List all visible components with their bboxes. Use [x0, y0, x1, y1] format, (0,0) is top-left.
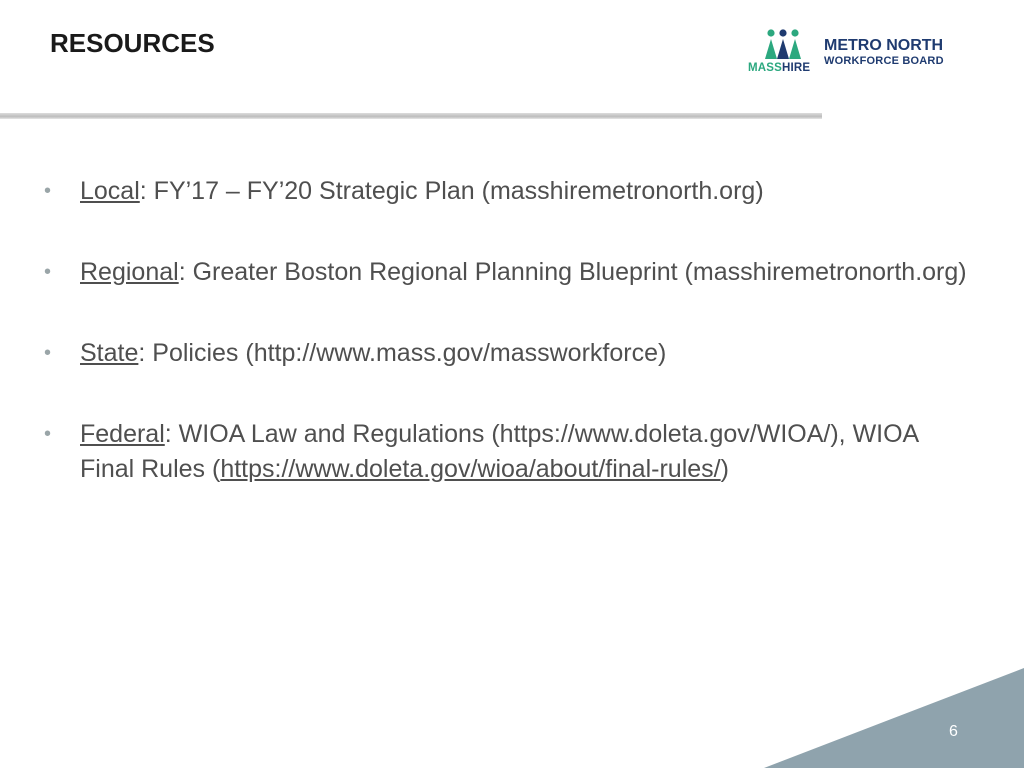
title-divider	[0, 113, 822, 119]
page-number: 6	[949, 723, 958, 740]
org-name-line1: METRO NORTH	[824, 37, 944, 54]
masshire-logo	[748, 28, 968, 78]
list-item-local	[44, 174, 974, 209]
masshire-wordmark	[748, 62, 810, 74]
federal-text: WIOA Law and Regulations (https://www.doleta.gov/WIOA/), WIOA Final Rules (	[80, 420, 918, 483]
federal-tail: )	[720, 455, 729, 483]
org-name-line2: WORKFORCE BOARD	[824, 55, 944, 67]
slide-title: RESOURCES	[50, 28, 215, 58]
brand-suffix: HIRE	[782, 62, 811, 74]
list-item-regional	[44, 255, 974, 290]
local-label[interactable]: Local	[80, 177, 140, 205]
corner-decoration	[764, 668, 1024, 768]
brand-prefix: MASS	[748, 62, 783, 74]
state-separator: :	[138, 339, 153, 367]
resource-list	[44, 174, 974, 533]
federal-label[interactable]: Federal	[80, 420, 165, 448]
bullet-dot: •	[44, 180, 52, 202]
list-item-federal	[44, 417, 974, 487]
regional-label[interactable]: Regional	[80, 258, 179, 286]
regional-separator: :	[178, 258, 193, 286]
regional-text: Greater Boston Regional Planning Blueprint (masshiremetronorth.org)	[192, 258, 967, 286]
bullet-dot: •	[44, 342, 52, 364]
federal-separator: :	[164, 420, 179, 448]
local-separator: :	[139, 177, 154, 205]
bullet-dot: •	[44, 261, 52, 283]
list-item-state	[44, 336, 974, 371]
state-text: Policies (http://www.mass.gov/massworkforce)	[152, 339, 667, 367]
final-rules-link[interactable]: https://www.doleta.gov/wioa/about/final-rules/	[220, 455, 721, 483]
local-text: FY’17 – FY’20 Strategic Plan (masshiremetronorth.org)	[153, 177, 764, 205]
state-label[interactable]: State	[80, 339, 139, 367]
bullet-dot: •	[44, 423, 52, 445]
